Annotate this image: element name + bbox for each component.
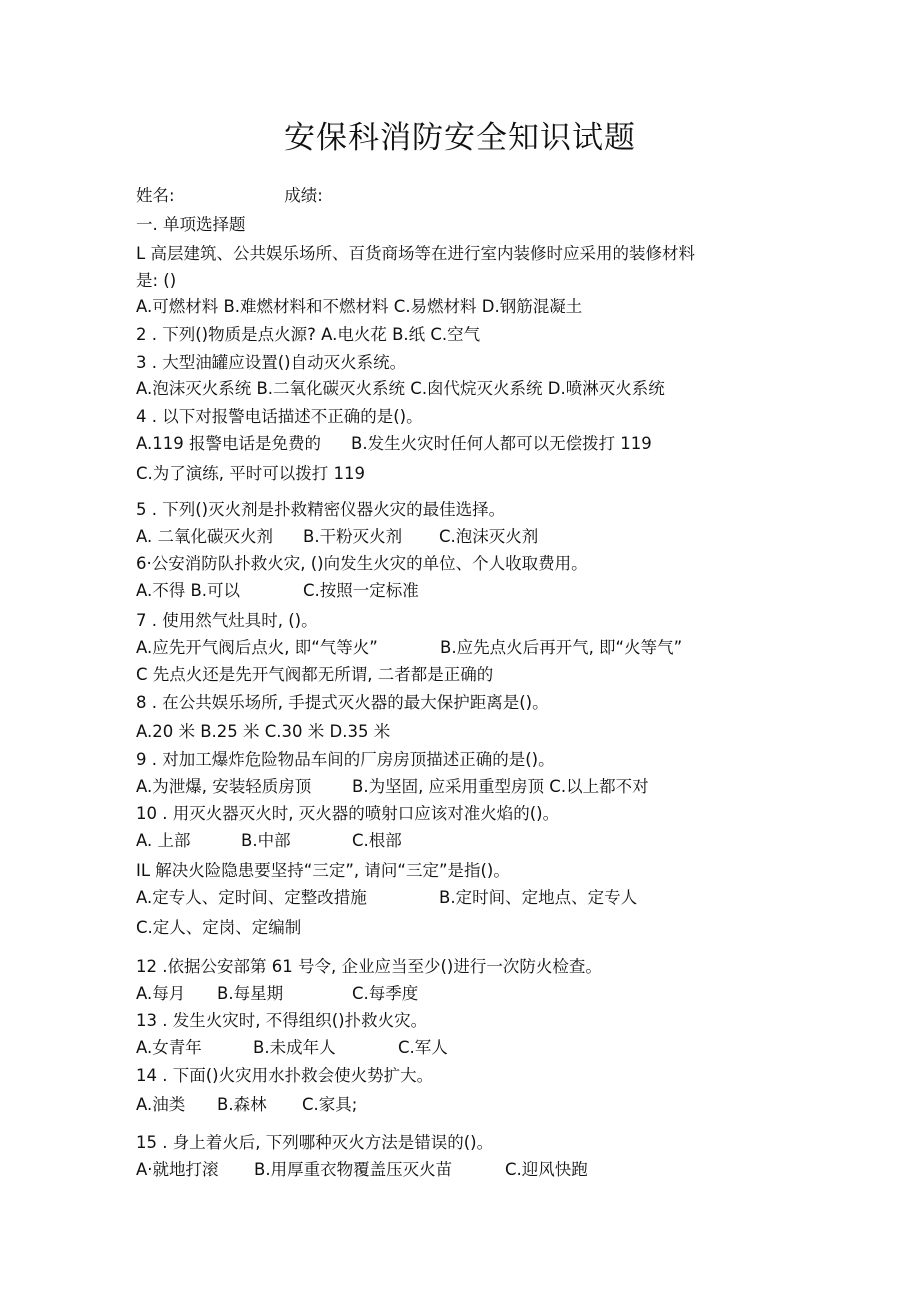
text-segment: B.用厚重衣物覆盖压灭火苗: [254, 1160, 453, 1179]
text-segment: 8 . 在公共娱乐场所, 手提式灭火器的最大保护距离是()。: [136, 693, 549, 712]
text-segment: A.119 报警电话是免费的: [136, 434, 321, 453]
text-segment: C.迎风快跑: [505, 1160, 588, 1179]
text-segment: C 先点火还是先开气阀都无所谓, 二者都是正确的: [136, 665, 494, 684]
text-segment: A.应先开气阀后点火, 即“气等火”: [136, 638, 378, 657]
text-segment: B.中部: [241, 831, 291, 850]
text-segment: L 高层建筑、公共娱乐场所、百货商场等在进行室内装修时应采用的装修材料: [136, 244, 695, 263]
text-segment: B.森林: [217, 1095, 267, 1114]
text-segment: 2 . 下列()物质是点火源? A.电火花 B.纸 C.空气: [136, 325, 481, 344]
text-segment: B.为坚固, 应采用重型房顶 C.以上都不对: [352, 777, 649, 796]
text-line: [136, 721, 390, 743]
text-line: [136, 692, 549, 714]
text-segment: A·就地打滚: [136, 1160, 219, 1179]
text-line: [136, 1065, 433, 1087]
text-line: [136, 553, 588, 575]
text-segment: C.根部: [352, 831, 402, 850]
text-segment: B.未成年人: [253, 1038, 336, 1057]
text-line: [136, 352, 406, 374]
text-line: [136, 243, 695, 265]
text-line: [136, 499, 505, 521]
name-label: 姓名:: [136, 186, 175, 205]
text-segment: A.可燃材料 B.难燃材料和不燃材料 C.易燃材料 D.钢筋混凝土: [136, 297, 583, 316]
text-line: [136, 214, 246, 236]
text-line: [136, 664, 493, 686]
text-segment: 一. 单项选择题: [136, 215, 246, 234]
text-segment: A. 二氧化碳灭火剂: [136, 527, 273, 546]
text-segment: B.应先点火后再开气, 即“火等气”: [440, 638, 683, 657]
text-segment: B.干粉灭火剂: [303, 527, 403, 546]
text-line: [136, 610, 318, 632]
text-segment: 14 . 下面()火灾用水扑救会使火势扩大。: [136, 1066, 434, 1085]
text-segment: C.每季度: [352, 984, 419, 1003]
text-segment: A. 上部: [136, 831, 191, 850]
text-line: [136, 324, 480, 346]
text-line: [136, 860, 510, 882]
text-segment: A.为泄爆, 安装轻质房顶: [136, 777, 312, 796]
text-segment: B.每星期: [217, 984, 284, 1003]
text-segment: 是: (): [136, 271, 177, 290]
text-segment: 6·公安消防队扑救火灾, ()向发生火灾的单位、个人收取费用。: [136, 554, 588, 573]
text-segment: C.军人: [398, 1038, 448, 1057]
text-segment: C.按照一定标准: [303, 581, 419, 600]
text-segment: 13 . 发生火灾时, 不得组织()扑救火灾。: [136, 1011, 428, 1030]
text-segment: 3 . 大型油罐应设置()自动灭火系统。: [136, 353, 407, 372]
text-segment: A.不得 B.可以: [136, 581, 241, 600]
text-segment: A.泡沫灭火系统 B.二氧化碳灭火系统 C.囱代烷灭火系统 D.喷淋灭火系统: [136, 379, 665, 398]
text-segment: 9 . 对加工爆炸危险物品车间的厂房房顶描述正确的是()。: [136, 750, 555, 769]
text-line: [136, 803, 559, 825]
text-segment: A.油类: [136, 1095, 186, 1114]
text-segment: 7 . 使用然气灶具时, ()。: [136, 611, 318, 630]
text-line: [136, 406, 423, 428]
text-segment: C.为了演练, 平时可以拨打 119: [136, 464, 365, 483]
text-line: [136, 378, 665, 400]
text-segment: A.定专人、定时间、定整改措施: [136, 888, 367, 907]
text-line: [136, 956, 602, 978]
text-segment: IL 解决火险隐患要坚持“三定”, 请问“三定”是指()。: [136, 861, 510, 880]
text-segment: C.泡沫灭火剂: [439, 527, 539, 546]
text-segment: 4 . 以下对报警电话描述不正确的是()。: [136, 407, 423, 426]
text-segment: B.发生火灾时任何人都可以无偿拨打 119: [351, 434, 652, 453]
text-line: [136, 1132, 493, 1154]
text-segment: C.家具;: [302, 1095, 358, 1114]
text-segment: 5 . 下列()灭火剂是扑救精密仪器火灾的最佳选择。: [136, 500, 506, 519]
text-segment: C.定人、定岗、定编制: [136, 918, 302, 937]
score-label: 成绩:: [284, 186, 323, 205]
text-segment: 10 . 用灭火器灭火时, 灭火器的喷射口应该对准火焰的()。: [136, 804, 560, 823]
page-title: 安保科消防安全知识试题: [284, 120, 636, 156]
text-segment: B.定时间、定地点、定专人: [439, 888, 638, 907]
text-line: [136, 749, 555, 771]
text-line: [136, 296, 582, 318]
text-line: [136, 917, 301, 939]
text-segment: 15 . 身上着火后, 下列哪种灭火方法是错误的()。: [136, 1133, 494, 1152]
text-line: [136, 1010, 427, 1032]
text-segment: A.20 米 B.25 米 C.30 米 D.35 米: [136, 722, 391, 741]
text-segment: 12 .依据公安部第 61 号令, 企业应当至少()进行一次防火检查。: [136, 957, 602, 976]
text-segment: A.女青年: [136, 1038, 202, 1057]
text-line: [136, 463, 365, 485]
text-segment: A.每月: [136, 984, 186, 1003]
text-line: [136, 270, 176, 292]
